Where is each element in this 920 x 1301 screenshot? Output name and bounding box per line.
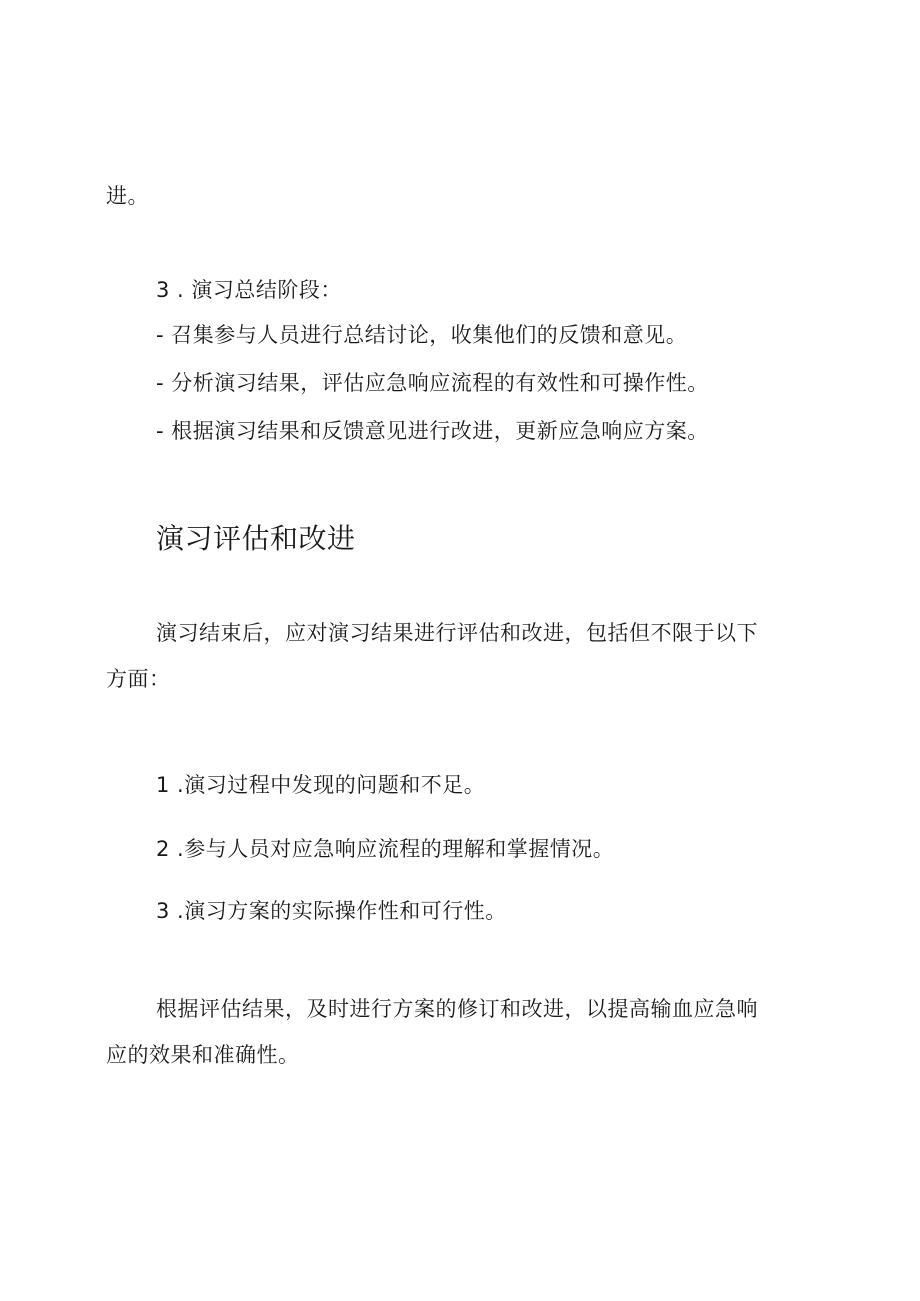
point-2: 2 .参与人员对应急响应流程的理解和掌握情况。 (156, 837, 615, 861)
conclusion-line-1: 根据评估结果，及时进行方案的修订和改进，以提高输血应急响 (156, 997, 758, 1021)
stage3-item-2: - 分析演习结果，评估应急响应流程的有效性和可操作性。 (156, 371, 709, 395)
intro-paragraph-line-2: 方面： (106, 667, 171, 691)
conclusion-line-2: 应的效果和准确性。 (106, 1043, 300, 1067)
section-heading: 演习评估和改进 (156, 522, 356, 555)
intro-paragraph-line-1: 演习结束后，应对演习结果进行评估和改进，包括但不限于以下 (156, 621, 758, 645)
continuation-text: 进。 (106, 184, 149, 208)
point-3: 3 .演习方案的实际操作性和可行性。 (156, 899, 507, 923)
point-1: 1 .演习过程中发现的问题和不足。 (156, 773, 486, 797)
stage3-title: 3 . 演习总结阶段： (156, 278, 342, 302)
stage3-item-3: - 根据演习结果和反馈意见进行改进，更新应急响应方案。 (156, 419, 709, 443)
stage3-item-1: - 召集参与人员进行总结讨论，收集他们的反馈和意见。 (156, 323, 688, 347)
